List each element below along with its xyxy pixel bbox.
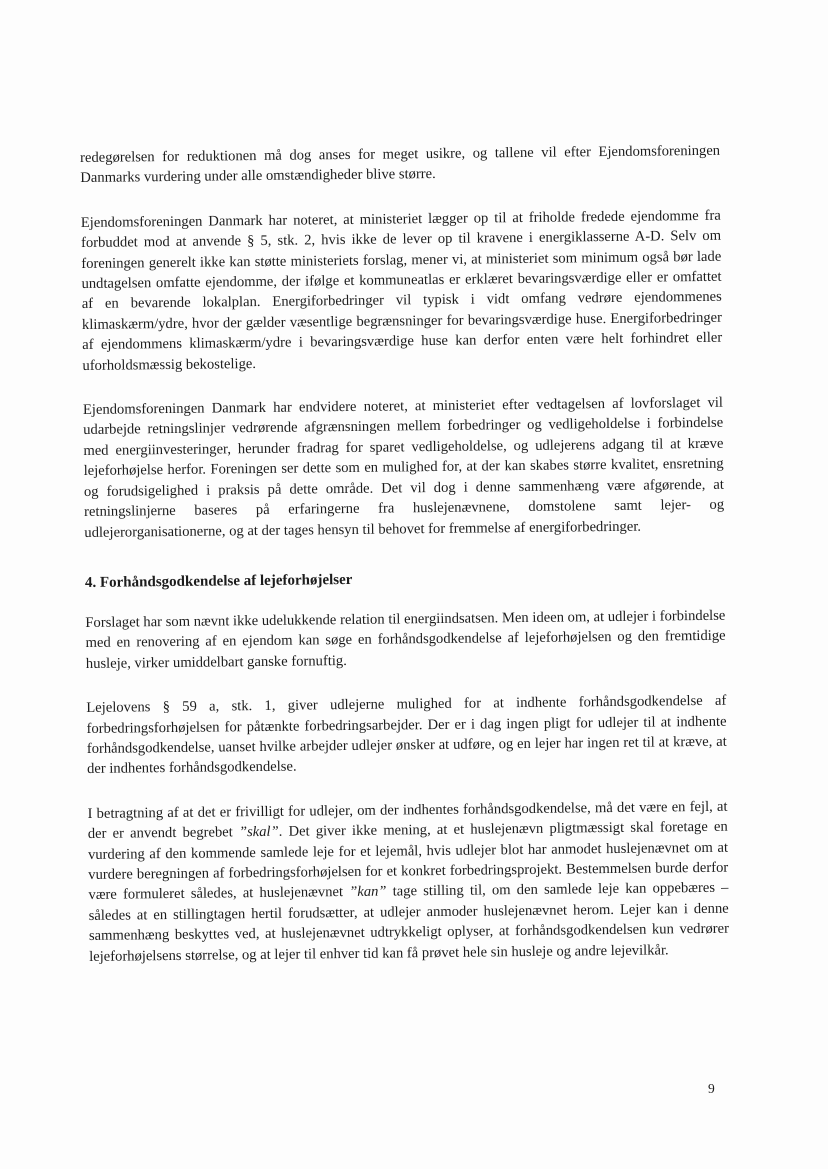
paragraph-continuation: redegørelsen for reduktionen må dog anses for meget usikre, og tallene vil efter Ejendomsforeningen Danmarks vurdering under alle omstændigheder blive større.: [80, 142, 721, 187]
paragraph-i-betragtning: [87, 796, 729, 966]
paragraph-text-part2: . Det giver ikke mening, at et huslejenævn pligtmæssigt skal foretage en vurdering af den kommende samlede leje for et lejemål, hvis udlejer blot har anmodet huslejenævnet om at vurdere beregningen af forbedringsforhøjelsen for et konkret forbedringsprojekt. Bestemmelsen burde derfor være formuleret således, at huslejenævnet: [87, 818, 729, 904]
paragraph-forslaget: Forslaget har som nævnt ikke udelukkende relation til energiindsatsen. Men ideen om, at udlejer i forbindelse med en renovering af en ejendom kan søge en forhåndsgodkendelse af lejeforhøjelsen og den fremtidige husleje, virker umiddelbart ganske fornuftig.: [85, 607, 726, 672]
document-body: [80, 141, 730, 991]
page-number: 9: [708, 1081, 715, 1096]
paragraph-text-part1: I betragtning af at det er frivilligt for udlejer, om der indhentes forhåndsgodkendelse, må det være en fejl, at der er anvendt begrebet: [87, 798, 728, 843]
paragraph-retningslinjer: Ejendomsforeningen Danmark har endvidere noteret, at ministeriet efter vedtagelsen af lovforslaget vil udarbejde retningslinjer vedrørende afgrænsningen mellem forbedringer og vedligeholdelse i forbindelse med energiinvesteringer, herunder fradrag for sparet vedligeholdelse, og udlejerens adgang til at kræve lejeforhøjelse herfor. Foreningen ser dette som en mulighed for, at der kan skabes større kvalitet, ensretning og forudsigelighed i praksis på dette område. Det vil dog i denne sammenhæng være afgørende, at retningslinjerne baseres på erfaringerne fra huslejenævnene, domstolene samt lejer- og udlejerorganisationerne, og at der tages hensyn til behovet for fremmelse af energiforbedringer.: [82, 394, 725, 541]
section-heading: 4. Forhåndsgodkendelse af lejeforhøjelser: [84, 571, 353, 591]
paragraph-text-part3: tage stilling til, om den samlede leje kan oppebæres – således at en stillingtagen hertil forudsætter, at udlejer anmoder huslejenævnet herom. Lejer kan i denne sammenhæng beskyttes ved, at huslejenævnet udtrykkeligt oplyser, at forhåndsgodkendelsen kun vedrører lejeforhøjelsens størrelse, og at lejer til enhver tid kan få prøvet hele sin husleje og andre lejevilkår.: [88, 880, 729, 965]
paragraph-fredede-ejendomme: Ejendomsforeningen Danmark har noteret, at ministeriet lægger op til at friholde fredede ejendomme fra forbuddet mod at anvende § 5, stk. 2, hvis ikke de lever op til kravene i energiklasserne A-D. Selv om foreningen generelt ikke kan støtte ministeriets forslag, mener vi, at ministeriet som minimum også bør lade undtagelsen omfatte ejendomme, der ifølge et kommuneatlas er erklæret bevaringsværdige eller er omfattet af en bevarende lokalplan. Energiforbedringer vil typisk i vidt omfang vedrøre ejendommenes klimaskærm/ydre, hvor der gælder væsentlige begrænsninger for bevaringsværdige huse. Energiforbedringer af ejendommens klimaskærm/ydre i bevaringsværdige huse kan derfor enten være helt forhindret eller uforholdsmæssig bekostelige.: [80, 207, 723, 374]
emphasis-skal: ”skal”: [238, 823, 279, 841]
paragraph-lejelovens: Lejelovens § 59 a, stk. 1, giver udlejerne mulighed for at indhente forhåndsgodkendelse af forbedringsforhøjelsen for påtænkte forbedringsarbejder. Der er i dag ingen pligt for udlejer til at indhente forhåndsgodkendelse, uanset hvilke arbejder udlejer ønsker at udføre, og en lejer har ingen ret til at kræve, at der indhentes forhåndsgodkendelse.: [86, 692, 727, 778]
emphasis-kan: ”kan”: [349, 883, 387, 901]
